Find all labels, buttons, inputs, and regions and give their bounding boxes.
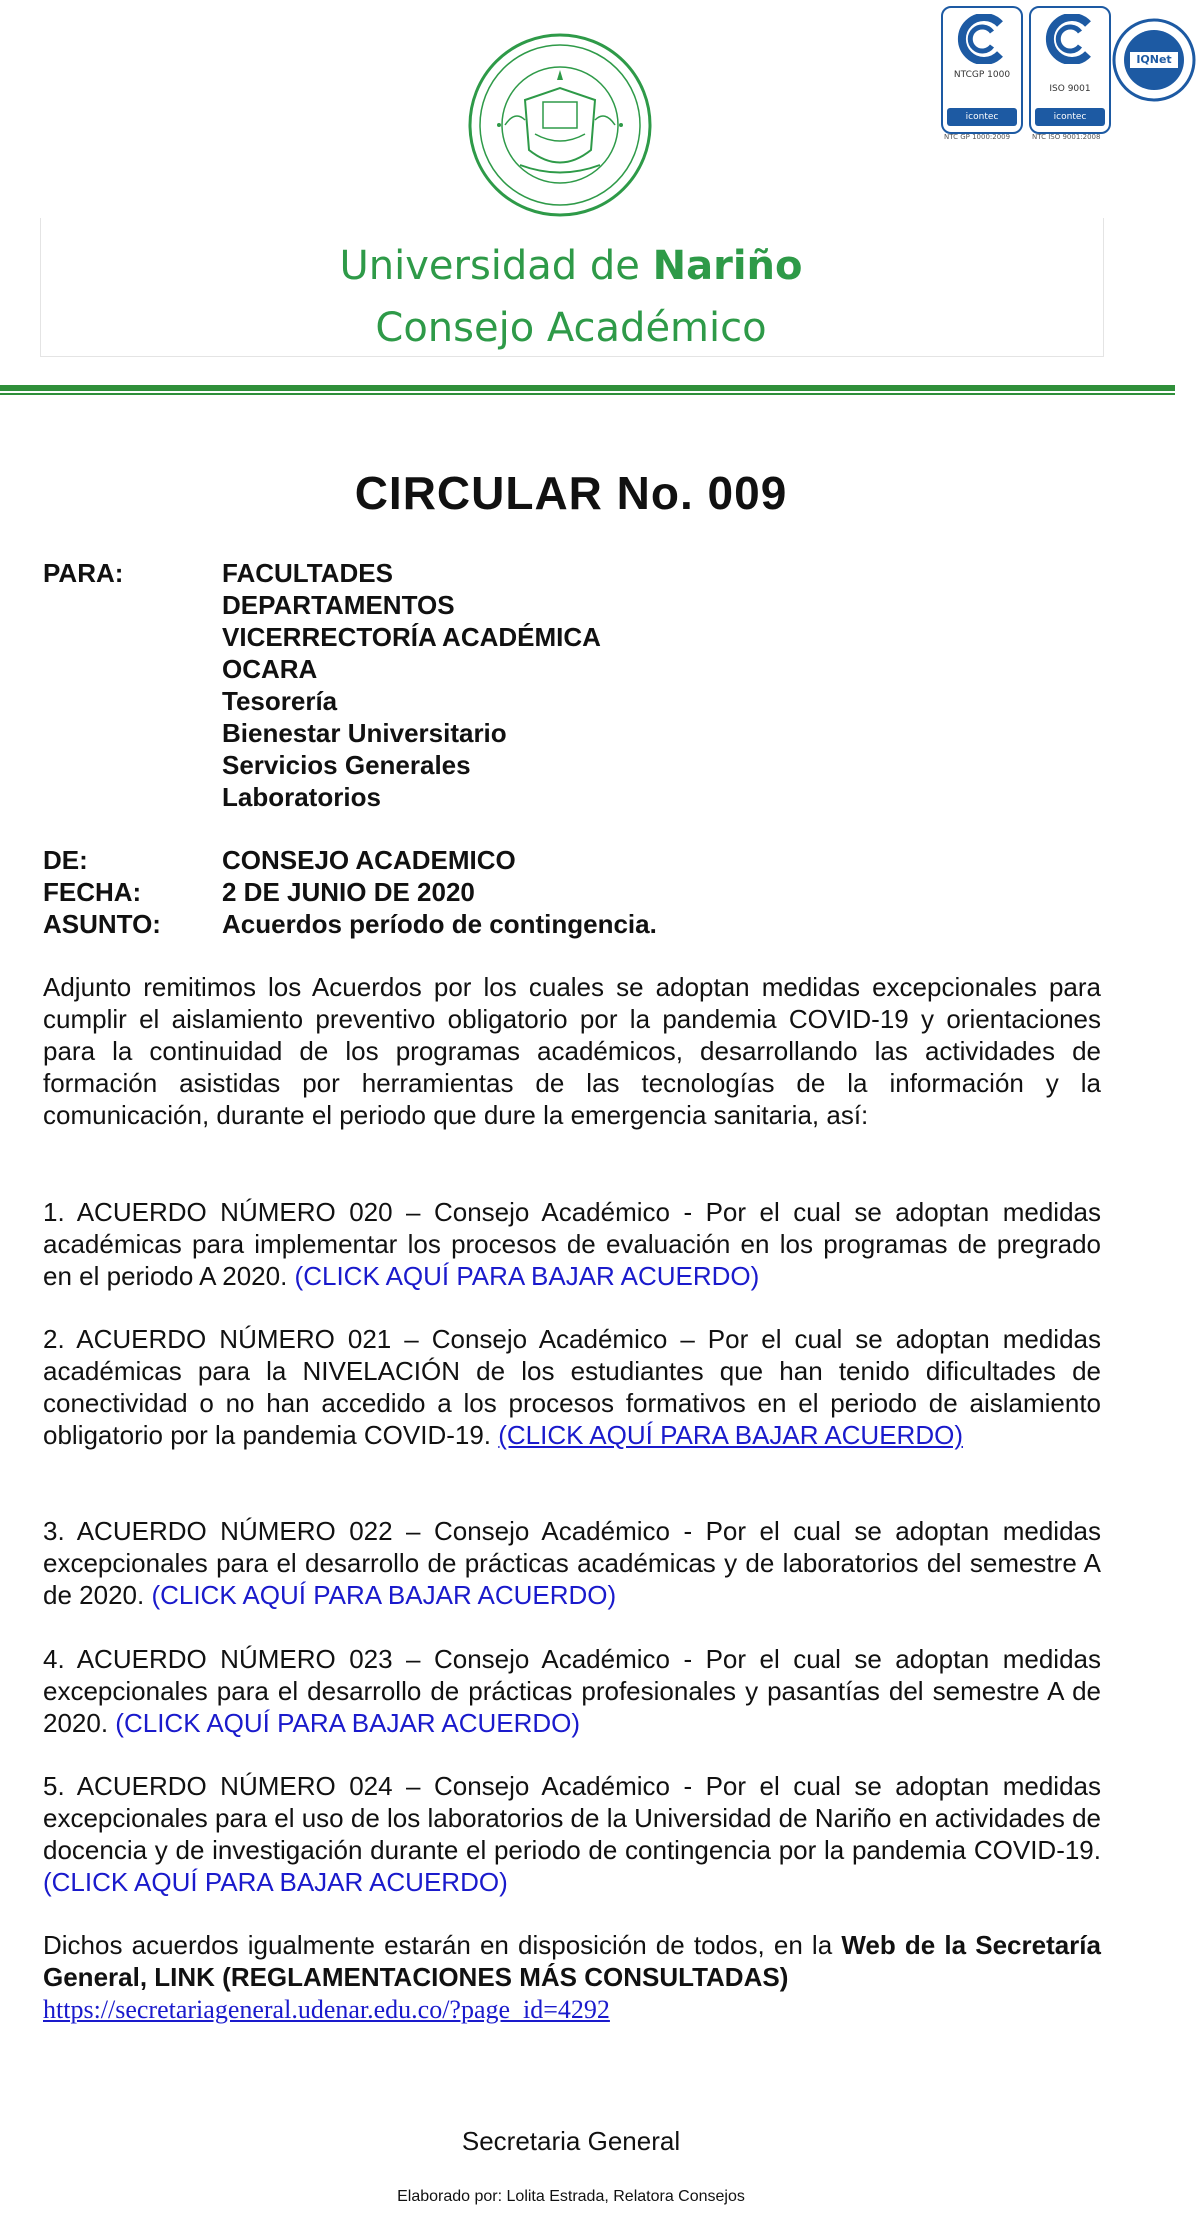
- recipient-item: Laboratorios: [222, 782, 381, 812]
- de-label: DE:: [43, 845, 88, 875]
- icontec-badge: icontec: [1035, 108, 1105, 126]
- fecha-label: FECHA:: [43, 877, 142, 907]
- university-seal-logo: [465, 30, 655, 220]
- prepared-by: Elaborado por: Lolita Estrada, Relatora Consejos: [397, 2188, 745, 2205]
- asunto-value: Acuerdos período de contingencia.: [222, 909, 657, 939]
- intro-paragraph: Adjunto remitimos los Acuerdos por los cuales se adoptan medidas excepcionales para cumplir el aislamiento preventivo obligatorio por la pandemia COVID-19 y orientaciones para la continuidad de los programas académicos, desarrollando las actividades de formación asistidas por herramientas de las tecnologías de la información y la comunicación, durante el periodo que dure la emergencia sanitaria, así:: [43, 972, 1101, 1130]
- secretaria-general-url-link[interactable]: https://secretariageneral.udenar.edu.co/?page_id=4292: [43, 1995, 610, 2024]
- recipient-item: FACULTADES: [222, 558, 393, 588]
- header-divider: [0, 385, 1175, 391]
- ntcgp-1000-certificate-logo: [941, 6, 1023, 134]
- cert-caption: NTC GP 1000:2009: [944, 133, 1011, 141]
- iso-9001-certificate-logo: [1029, 6, 1111, 134]
- cert-code: ISO 9001: [1049, 84, 1091, 94]
- university-name-bold: Nariño: [652, 243, 803, 289]
- closing-text: Dichos acuerdos igualmente estarán en disposición de todos, en la: [43, 1930, 842, 1960]
- recipient-list: [222, 557, 601, 813]
- download-acuerdo-link[interactable]: (CLICK AQUÍ PARA BAJAR ACUERDO): [115, 1708, 581, 1738]
- cert-caption: NTC ISO 9001:2008: [1032, 133, 1101, 141]
- header-divider-thin: [0, 393, 1175, 395]
- acuerdo-text: 1. ACUERDO NÚMERO 020 – Consejo Académico - Por el cual se adoptan medidas académicas para implementar los procesos de evaluación en los programas de pregrado en el periodo A 2020.: [43, 1197, 1101, 1291]
- de-value: CONSEJO ACADEMICO: [222, 845, 516, 875]
- recipient-item: Tesorería: [222, 686, 338, 716]
- recipient-item: DEPARTAMENTOS: [222, 590, 455, 620]
- closing-paragraph: [43, 1929, 1101, 2026]
- acuerdo-item-1: [43, 1196, 1101, 1292]
- para-label: PARA:: [43, 558, 124, 588]
- university-name-prefix: Universidad de: [339, 243, 653, 289]
- download-acuerdo-link[interactable]: (CLICK AQUÍ PARA BAJAR ACUERDO): [498, 1420, 963, 1450]
- recipient-item: Servicios Generales: [222, 750, 471, 780]
- acuerdo-text: 2. ACUERDO NÚMERO 021 – Consejo Académico – Por el cual se adoptan medidas académicas para la NIVELACIÓN de los estudiantes que han tenido dificultades de conectividad o no han accedido a los procesos formativos en el periodo de aislamiento obligatorio por la pandemia COVID-19.: [43, 1324, 1101, 1450]
- asunto-label: ASUNTO:: [43, 909, 161, 939]
- acuerdo-item-3: [43, 1515, 1101, 1611]
- recipient-item: OCARA: [222, 654, 318, 684]
- signature: Secretaria General: [461, 2126, 681, 2156]
- download-acuerdo-link[interactable]: (CLICK AQUÍ PARA BAJAR ACUERDO): [294, 1261, 760, 1291]
- acuerdo-item-5: [43, 1770, 1101, 1898]
- circular-title: CIRCULAR No. 009: [354, 467, 788, 519]
- recipient-item: VICERRECTORÍA ACADÉMICA: [222, 622, 601, 652]
- download-acuerdo-link[interactable]: (CLICK AQUÍ PARA BAJAR ACUERDO): [43, 1867, 508, 1897]
- university-name: [40, 243, 1102, 289]
- acuerdo-text: 5. ACUERDO NÚMERO 024 – Consejo Académico - Por el cual se adoptan medidas excepcionales para el uso de los laboratorios de la Universidad de Nariño en actividades de docencia y de investigación durante el periodo de contingencia por la pandemia COVID-19.: [43, 1771, 1101, 1865]
- council-name: Consejo Académico: [375, 305, 767, 351]
- acuerdo-item-4: [43, 1643, 1101, 1739]
- acuerdo-text: 3. ACUERDO NÚMERO 022 – Consejo Académico - Por el cual se adoptan medidas excepcionales para el desarrollo de prácticas académicas y de laboratorios del semestre A de 2020.: [43, 1516, 1101, 1610]
- recipient-item: Bienestar Universitario: [222, 718, 507, 748]
- acuerdo-item-2: [43, 1323, 1101, 1451]
- iqnet-label: IQNet: [1136, 53, 1172, 66]
- iqnet-logo: [1112, 18, 1196, 102]
- fecha-value: 2 DE JUNIO DE 2020: [222, 877, 475, 907]
- closing-bold-text: Web de la Secretaría General, LINK (REGLAMENTACIONES MÁS CONSULTADAS): [43, 1930, 1101, 1992]
- icontec-badge: icontec: [947, 108, 1017, 126]
- acuerdo-text: 4. ACUERDO NÚMERO 023 – Consejo Académico - Por el cual se adoptan medidas excepcionales para el desarrollo de prácticas profesionales y pasantías del semestre A de 2020.: [43, 1644, 1101, 1738]
- download-acuerdo-link[interactable]: (CLICK AQUÍ PARA BAJAR ACUERDO): [151, 1580, 617, 1610]
- cert-code: NTCGP 1000: [953, 70, 1011, 80]
